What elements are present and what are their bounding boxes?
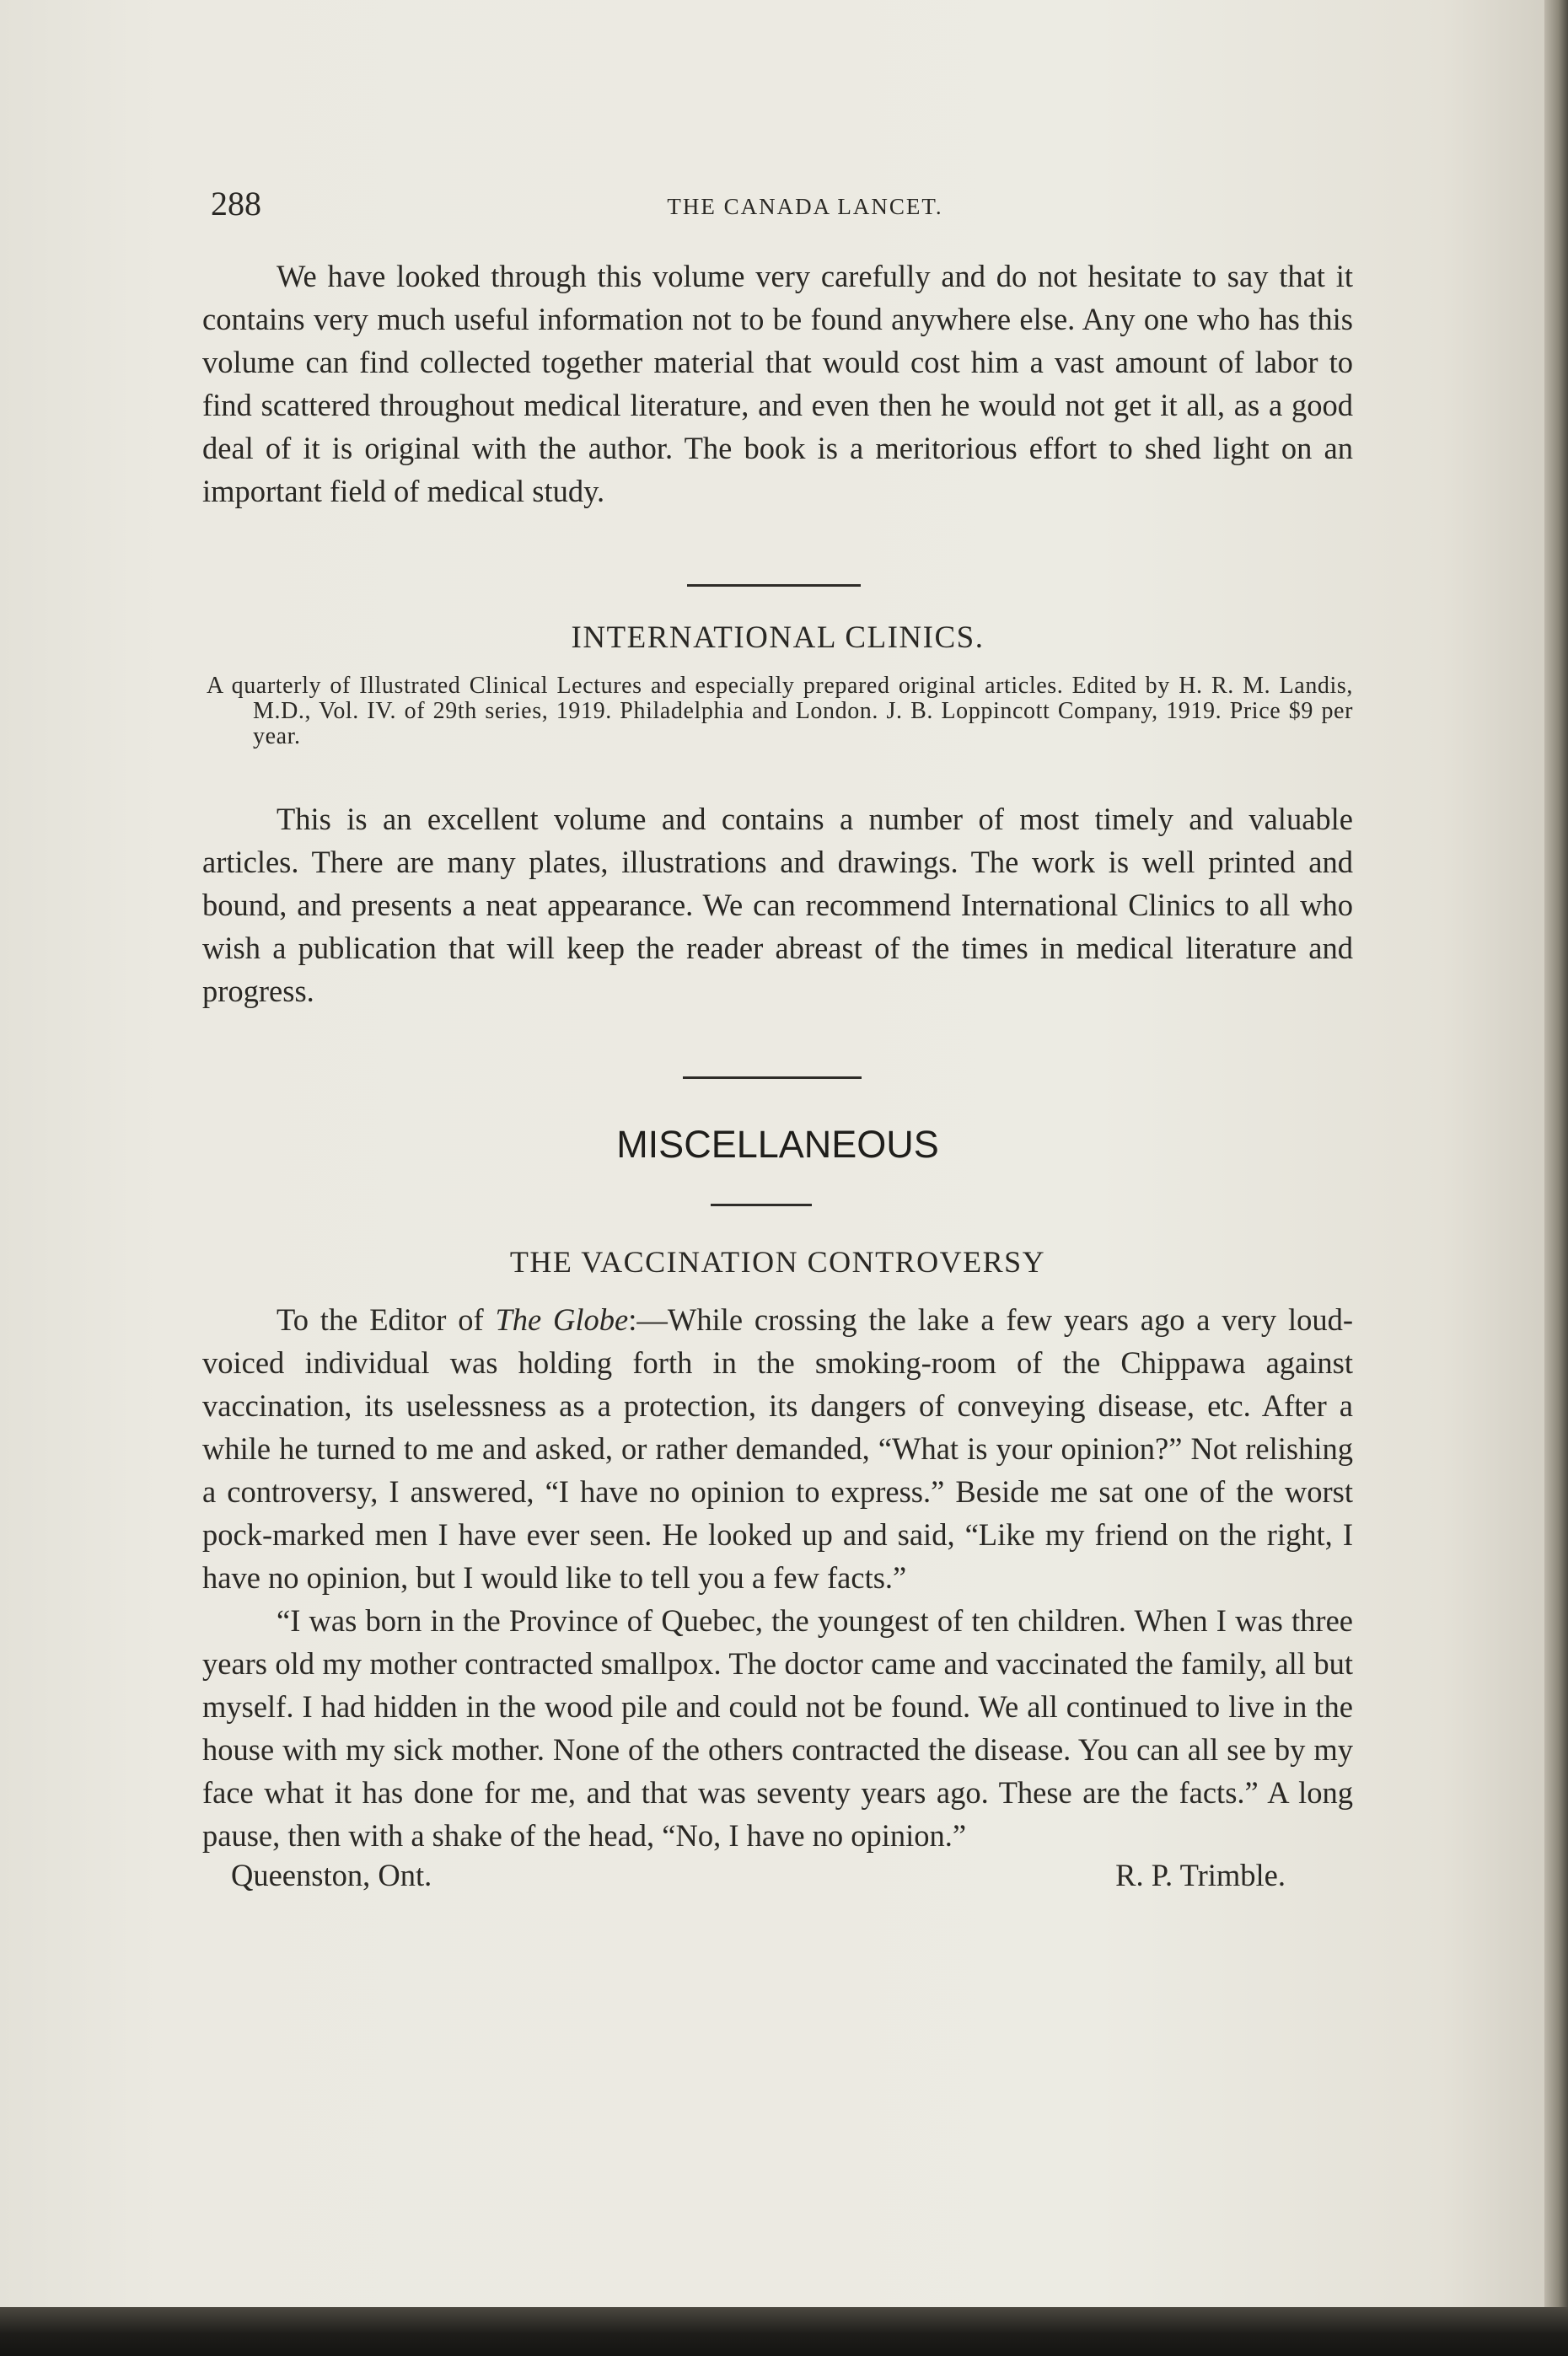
section-divider [687, 584, 861, 587]
page-number: 288 [211, 185, 261, 223]
letter-intro [202, 1298, 1353, 1599]
miscellaneous-section [202, 1123, 1353, 1167]
page-binding-edge [1544, 0, 1568, 2356]
signoff-place: Queenston, Ont. [231, 1858, 432, 1892]
letter-intro-text: :—While crossing the lake a few years ago a very loud-voiced individual was holding forth in the smoking-room of the Chippawa against vaccination, its uselessness as a protection, its dangers of conveying disease, etc. After a while he turned to me and asked, or rather demanded, “What is your opinion?” Not relishing a controversy, I answered, “I have no opinion to express.” Beside me sat one of the worst pock-marked men I have ever seen. He looked up and said, “Like my friend on the right, I have no opinion, but I would like to tell you a few facts.” [202, 1302, 1353, 1595]
citation-block [207, 674, 1353, 749]
international-clinics-section [202, 620, 1353, 656]
book-citation: A quarterly of Illustrated Clinical Lectures and especially prepared original articles. Edited by H. R. M. Landis, M.D., Vol. IV. of 29th series, 1919. Philadelphia and London. J. B. Loppincott Company, 1919. Price $9 per year. [207, 673, 1353, 749]
signoff-name: R. P. Trimble. [1115, 1858, 1286, 1892]
scan-bottom-edge [0, 2307, 1568, 2356]
article-title: THE VACCINATION CONTROVERSY [509, 1245, 1046, 1279]
signoff [202, 1857, 1353, 1901]
section-divider [683, 1076, 862, 1079]
page-header [0, 184, 1568, 234]
running-head: THE CANADA LANCET. [667, 194, 943, 219]
previous-review [202, 255, 1353, 513]
miscellaneous-heading: MISCELLANEOUS [616, 1123, 939, 1166]
letter [202, 1298, 1353, 1901]
article-title-block [202, 1244, 1353, 1280]
previous-review-paragraph: We have looked through this volume very carefully and do not hesitate to say that it contains very much useful information not to be found anywhere else. Any one who has this volume can find collected together material that would cost him a vast amount of labor to find scattered throughout medical literature, and even then he would not get it all, as a good deal of it is original with the author. The book is a meritorious effort to shed light on an important field of medical study. [202, 259, 1353, 508]
international-clinics-review [202, 797, 1353, 1012]
letter-body: “I was born in the Province of Quebec, the youngest of ten children. When I was three years old my mother contracted smallpox. The doctor came and vaccinated the family, all but myself. I had hidden in the wood pile and could not be found. We all continued to live in the house with my sick mother. None of the others contracted the disease. You can all see by my face what it has done for me, and that was seventy years ago. These are the facts.” A long pause, then with a shake of the head, “No, I have no opinion.” [202, 1603, 1353, 1853]
letter-salutation: To the Editor of [277, 1302, 496, 1337]
publication-name: The Globe [495, 1302, 629, 1337]
review-paragraph: This is an excellent volume and contains a number of most timely and valuable articles. There are many plates, illustrations and drawings. The work is well printed and bound, and presents a neat appearance. We can recommend International Clinics to all who wish a publication that will keep the reader abreast of the times in medical literature and progress. [202, 802, 1353, 1008]
section-title: INTERNATIONAL CLINICS. [571, 620, 985, 655]
short-rule [711, 1204, 812, 1206]
